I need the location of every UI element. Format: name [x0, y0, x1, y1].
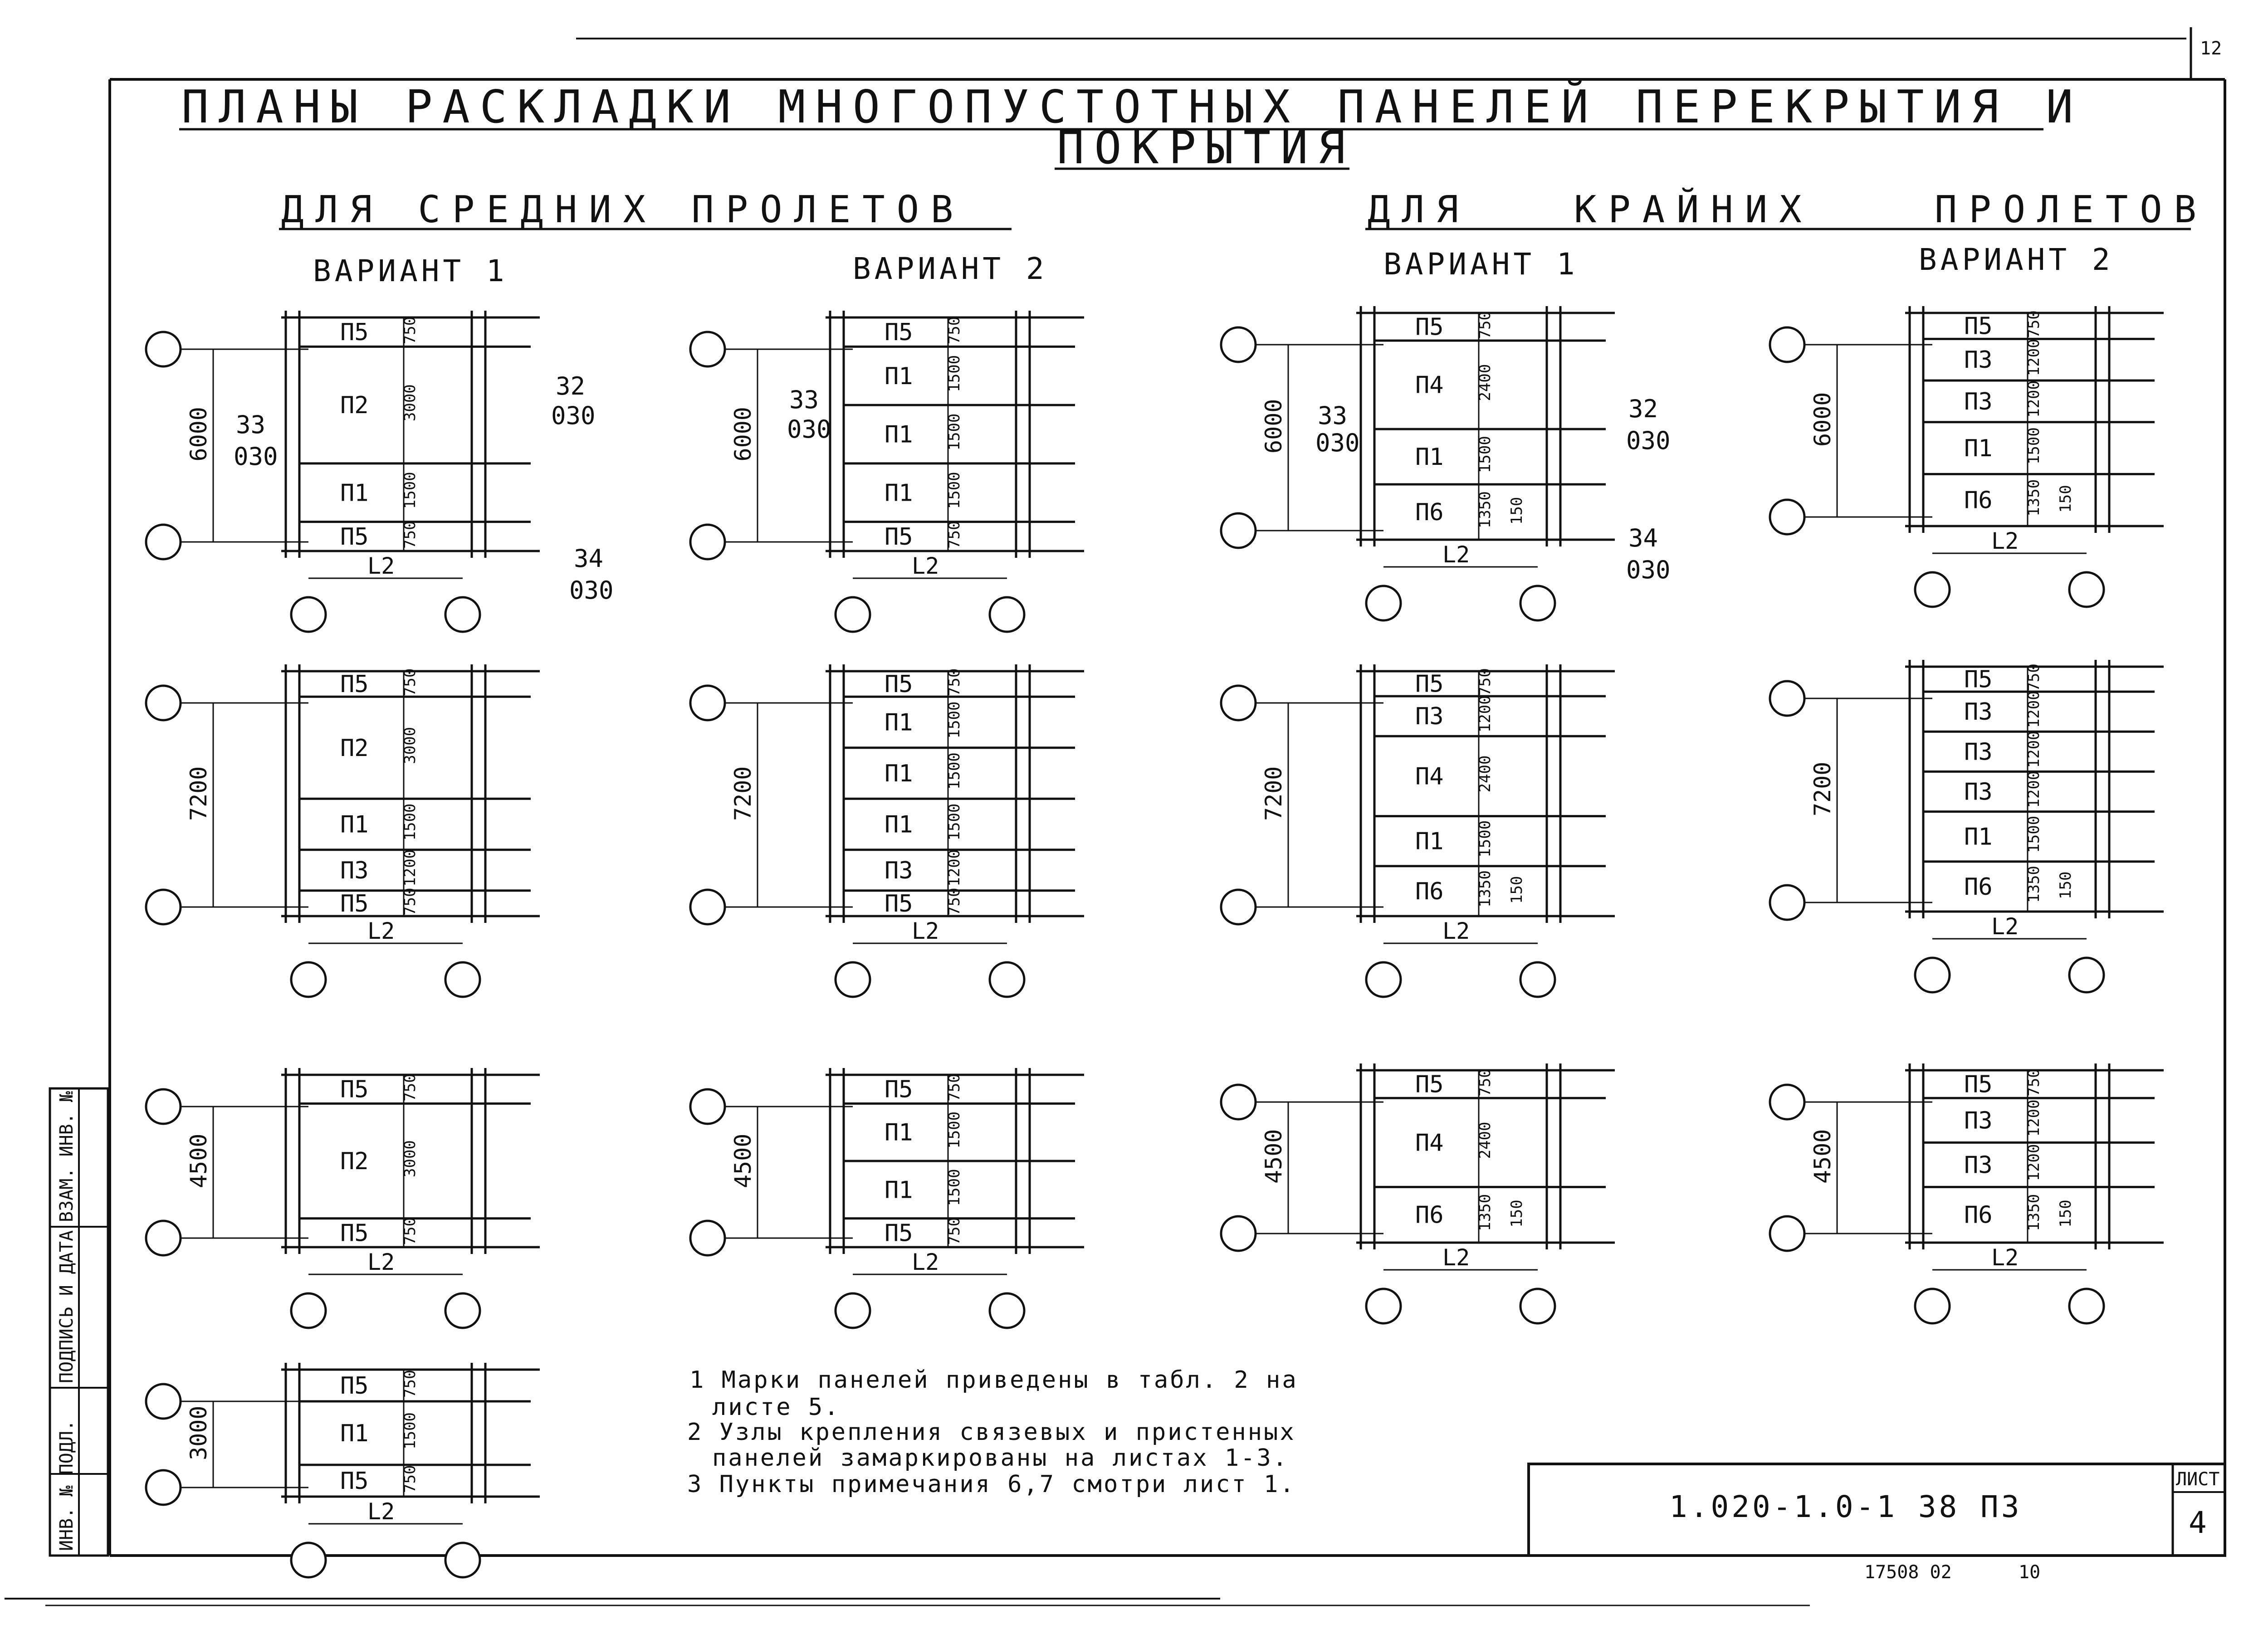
panel-mark: П2: [340, 734, 369, 762]
panel-size: 1350: [1476, 870, 1494, 907]
panel-size: 1500: [401, 1412, 419, 1449]
span-l2-label: L2: [367, 918, 395, 944]
axis-marker: [990, 962, 1024, 997]
panel-mark: П6: [1415, 1201, 1444, 1229]
panel-mark: П1: [885, 709, 913, 737]
span-l2-label: L2: [367, 1498, 395, 1525]
panel-size: 750: [401, 1370, 419, 1398]
node-34-a: 34: [574, 544, 604, 573]
note-line-1: 1 Марки панелей приведены в табл. 2 на: [689, 1366, 1298, 1394]
panel-mark: П6: [1964, 873, 1993, 901]
panel-size: 750: [401, 1073, 419, 1102]
axis-marker: [291, 962, 326, 997]
axis-marker: [1770, 327, 1804, 362]
axis-marker: [146, 332, 181, 366]
axis-marker: [2069, 958, 2104, 992]
panel-mark: П1: [1964, 823, 1993, 851]
axis-marker: [1770, 1085, 1804, 1119]
axis-marker: [146, 686, 181, 720]
plan-m2-7200: [690, 664, 1084, 997]
document-code: 1.020-1.0-1 38 ПЗ: [1669, 1489, 2022, 1524]
node-32-a-ref: 030: [551, 401, 596, 430]
panel-mark: П5: [340, 319, 369, 346]
panel-extra-size: 150: [1508, 497, 1526, 525]
panel-size: 1500: [945, 355, 963, 392]
axis-marker: [2069, 1289, 2104, 1323]
panel-size: 750: [1476, 1068, 1494, 1097]
panel-mark: П5: [340, 890, 369, 917]
plan-e2-7200: [1770, 660, 2164, 992]
axis-marker: [1520, 586, 1555, 620]
panel-size: 1500: [945, 752, 963, 790]
panel-mark: П5: [1415, 670, 1444, 698]
panel-size: 750: [401, 1217, 419, 1245]
plan-m1-6000: [146, 311, 540, 632]
span-l2-label: L2: [912, 1249, 939, 1275]
panel-mark: П5: [885, 890, 913, 917]
panel-size: 2400: [1476, 364, 1494, 401]
plan-m2-6000: [690, 311, 1084, 632]
panel-mark: П5: [885, 1076, 913, 1103]
axis-marker: [1520, 1289, 1555, 1323]
panel-size: 1500: [1476, 436, 1494, 473]
end-spans-heading-3: ПРОЛЕТОВ: [1935, 188, 2208, 231]
panel-mark: П3: [1964, 738, 1993, 766]
panel-size: 750: [2025, 1068, 2043, 1097]
axis-marker: [445, 597, 480, 632]
plan-e1-6000: [1221, 306, 1615, 620]
span-l2-label: L2: [1442, 1244, 1470, 1271]
panel-mark: П3: [1964, 346, 1993, 374]
axis-marker: [291, 597, 326, 632]
panel-extra-size: 150: [2057, 871, 2075, 899]
axis-marker: [1915, 1289, 1950, 1323]
panel-mark: П2: [340, 1148, 369, 1175]
axis-marker: [1770, 681, 1804, 716]
panel-size: 1500: [945, 803, 963, 841]
panel-mark: П5: [1964, 666, 1993, 693]
span-dimension: 4500: [1809, 1129, 1836, 1184]
node-34-a-ref: 030: [569, 576, 614, 605]
end-variant-2: ВАРИАНТ 2: [1919, 242, 2114, 277]
span-l2-label: L2: [1991, 528, 2019, 554]
panel-mark: П3: [1964, 388, 1993, 415]
span-l2-label: L2: [367, 1249, 395, 1275]
panel-size: 750: [401, 316, 419, 345]
panel-size: 1200: [2025, 339, 2043, 376]
panel-size: 1200: [945, 849, 963, 887]
axis-marker: [291, 1293, 326, 1328]
panel-size: 750: [945, 1073, 963, 1102]
panel-size: 1500: [1476, 820, 1494, 858]
panel-mark: П1: [1964, 435, 1993, 463]
stamp-inv-no: ИНВ. № ПОДЛ.: [56, 1420, 77, 1551]
panel-mark: П4: [1415, 1129, 1444, 1157]
plan-e1-4500: [1221, 1063, 1615, 1323]
panel-mark: П5: [1415, 1071, 1444, 1098]
sheet-label: ЛИСТ: [2176, 1469, 2220, 1490]
panel-size: 1350: [2025, 866, 2043, 903]
node-33-b: 33: [789, 385, 819, 414]
axis-marker: [2069, 572, 2104, 607]
panel-size: 1500: [2025, 815, 2043, 853]
panel-mark: П5: [340, 1468, 369, 1495]
axis-marker: [146, 1089, 181, 1124]
panel-size: 750: [401, 888, 419, 916]
panel-mark: П5: [340, 1372, 369, 1400]
span-l2-label: L2: [1442, 541, 1470, 568]
panel-size: 3000: [401, 727, 419, 764]
middle-variant-1: ВАРИАНТ 1: [313, 254, 508, 288]
note-line-3: 2 Узлы крепления связевых и пристенных: [687, 1419, 1296, 1446]
panel-size: 750: [401, 521, 419, 549]
plan-m1-3000: [146, 1363, 540, 1577]
panel-mark: П3: [1964, 1107, 1993, 1135]
span-dimension: 6000: [1809, 392, 1836, 447]
panel-size: 750: [945, 668, 963, 697]
panel-size: 1500: [945, 1111, 963, 1149]
panel-mark: П1: [340, 1420, 369, 1447]
axis-marker: [690, 1089, 725, 1124]
node-34-c: 34: [1628, 524, 1658, 552]
panel-mark: П3: [1964, 778, 1993, 806]
axis-marker: [690, 332, 725, 366]
title-line2: ПОКРЫТИЯ: [1057, 121, 1355, 174]
panel-mark: П1: [885, 479, 913, 507]
panel-mark: П1: [885, 421, 913, 449]
node-33-a: 33: [236, 410, 266, 439]
node-33-a-ref: 030: [234, 442, 278, 471]
panel-mark: П3: [1964, 1151, 1993, 1179]
panel-mark: П2: [340, 392, 369, 419]
panel-mark: П5: [1415, 313, 1444, 341]
panel-mark: П3: [1964, 698, 1993, 726]
panel-mark: П5: [1964, 312, 1993, 340]
span-l2-label: L2: [1991, 913, 2019, 940]
panel-mark: П1: [340, 811, 369, 839]
span-dimension: 7200: [186, 766, 212, 821]
plan-m1-4500: [146, 1068, 540, 1328]
axis-marker: [990, 597, 1024, 632]
axis-marker: [1770, 1216, 1804, 1251]
axis-marker: [836, 962, 870, 997]
panel-size: 1200: [2025, 380, 2043, 418]
panel-mark: П1: [885, 1176, 913, 1204]
node-32-c-ref: 030: [1626, 426, 1671, 455]
axis-marker: [146, 1384, 181, 1419]
axis-marker: [445, 1293, 480, 1328]
axis-marker: [445, 1543, 480, 1577]
end-spans-heading-2: КРАЙНИХ: [1574, 188, 1813, 231]
plan-m1-7200: [146, 664, 540, 997]
panel-extra-size: 150: [2057, 485, 2075, 513]
panel-mark: П6: [1964, 487, 1993, 514]
panel-mark: П5: [1964, 1071, 1993, 1098]
notes: [687, 1366, 1298, 1498]
axis-marker: [146, 1470, 181, 1505]
axis-marker: [836, 1293, 870, 1328]
span-dimension: 6000: [186, 407, 212, 462]
panel-extra-size: 150: [1508, 876, 1526, 904]
panel-extra-size: 150: [2057, 1200, 2075, 1228]
plan-e1-7200: [1221, 664, 1615, 997]
axis-marker: [1520, 962, 1555, 997]
span-l2-label: L2: [1442, 918, 1470, 944]
span-dimension: 7200: [730, 766, 756, 821]
axis-marker: [1221, 686, 1256, 720]
panel-size: 750: [945, 316, 963, 345]
middle-spans-heading: ДЛЯ СРЕДНИХ ПРОЛЕТОВ: [281, 188, 965, 231]
panel-size: 1200: [1476, 695, 1494, 733]
middle-variant-2: ВАРИАНТ 2: [853, 251, 1048, 286]
node-33-c-ref: 030: [1315, 429, 1360, 457]
end-variant-1: ВАРИАНТ 1: [1383, 247, 1579, 282]
span-l2-label: L2: [367, 553, 395, 579]
panel-size: 1200: [2025, 731, 2043, 768]
panel-mark: П3: [885, 857, 913, 884]
panel-size: 1500: [401, 803, 419, 841]
panel-mark: П1: [885, 1119, 913, 1146]
panel-mark: П5: [885, 523, 913, 551]
panel-size: 1500: [945, 472, 963, 509]
axis-marker: [291, 1543, 326, 1577]
span-dimension: 4500: [730, 1133, 756, 1188]
plan-e2-6000: [1770, 306, 2164, 607]
plan-e2-4500: [1770, 1063, 2164, 1323]
panel-size: 1350: [1476, 1194, 1494, 1231]
axis-marker: [1221, 1085, 1256, 1119]
panel-size: 1350: [1476, 491, 1494, 529]
panel-mark: П1: [1415, 828, 1444, 855]
span-dimension: 4500: [186, 1133, 212, 1188]
panel-size: 750: [401, 668, 419, 697]
panel-size: 1500: [401, 472, 419, 509]
panel-mark: П5: [885, 319, 913, 346]
panel-size: 1200: [2025, 1099, 2043, 1137]
panel-mark: П6: [1415, 499, 1444, 527]
node-33-c: 33: [1318, 401, 1348, 430]
axis-marker: [1221, 327, 1256, 362]
axis-marker: [146, 525, 181, 559]
panel-size: 1500: [945, 413, 963, 451]
panel-mark: П1: [1415, 444, 1444, 471]
panel-size: 750: [945, 888, 963, 916]
axis-marker: [1770, 500, 1804, 534]
span-dimension: 7200: [1809, 761, 1836, 816]
span-l2-label: L2: [912, 553, 939, 579]
panel-size: 1200: [401, 849, 419, 887]
panel-mark: П4: [1415, 371, 1444, 399]
axis-marker: [1221, 513, 1256, 548]
span-l2-label: L2: [1991, 1244, 2019, 1271]
span-dimension: 6000: [730, 407, 756, 462]
panel-size: 3000: [401, 1140, 419, 1177]
panel-size: 1500: [2025, 427, 2043, 465]
span-l2-label: L2: [912, 918, 939, 944]
axis-marker: [690, 686, 725, 720]
axis-marker: [990, 1293, 1024, 1328]
note-line-5: 3 Пункты примечания 6,7 смотри лист 1.: [687, 1471, 1296, 1498]
axis-marker: [690, 1221, 725, 1255]
node-33-b-ref: 030: [787, 415, 831, 444]
span-dimension: 3000: [186, 1405, 212, 1460]
axis-marker: [146, 1221, 181, 1255]
axis-marker: [1366, 586, 1401, 620]
panel-size: 1500: [945, 1169, 963, 1206]
panel-mark: П1: [885, 811, 913, 839]
panel-mark: П5: [340, 523, 369, 551]
panel-mark: П5: [885, 671, 913, 698]
axis-marker: [1915, 958, 1950, 992]
panel-mark: П1: [885, 760, 913, 787]
panel-size: 2400: [1476, 1122, 1494, 1159]
end-spans-heading-1: ДЛЯ: [1368, 188, 1471, 231]
axis-marker: [1366, 1289, 1401, 1323]
panel-mark: П1: [340, 479, 369, 507]
panel-mark: П3: [1415, 703, 1444, 731]
panel-mark: П1: [885, 362, 913, 390]
axis-marker: [146, 890, 181, 924]
axis-marker: [1221, 1216, 1256, 1251]
panel-mark: П5: [885, 1219, 913, 1247]
note-line-2: листе 5.: [712, 1394, 841, 1421]
panel-size: 750: [945, 521, 963, 549]
panel-mark: П5: [340, 1219, 369, 1247]
panel-size: 750: [2025, 663, 2043, 692]
panel-mark: П5: [340, 671, 369, 698]
axis-marker: [690, 890, 725, 924]
panel-size: 1200: [2025, 691, 2043, 728]
panel-size: 1350: [2025, 1194, 2043, 1231]
panel-extra-size: 150: [1508, 1200, 1526, 1228]
span-dimension: 4500: [1261, 1129, 1287, 1184]
archive-number: 17508 02: [1864, 1562, 1952, 1583]
node-34-c-ref: 030: [1626, 556, 1671, 584]
panel-mark: П6: [1415, 878, 1444, 905]
axis-marker: [836, 597, 870, 632]
node-32-a: 32: [556, 372, 586, 400]
panel-size: 1500: [945, 701, 963, 739]
panel-size: 750: [401, 1465, 419, 1493]
note-line-4: панелей замаркированы на листах 1-3.: [712, 1444, 1289, 1472]
panel-size: 750: [2025, 310, 2043, 338]
panel-size: 750: [1476, 311, 1494, 339]
panel-size: 2400: [1476, 755, 1494, 793]
axis-marker: [445, 962, 480, 997]
sheet-value: 4: [2189, 1505, 2209, 1540]
axis-marker: [1770, 885, 1804, 920]
panel-mark: П5: [340, 1076, 369, 1103]
axis-marker: [1915, 572, 1950, 607]
span-dimension: 6000: [1261, 399, 1287, 454]
panel-size: 750: [1476, 668, 1494, 696]
sheet-number: 12: [2200, 38, 2222, 59]
panel-mark: П4: [1415, 763, 1444, 790]
axis-marker: [690, 525, 725, 559]
panel-size: 750: [945, 1217, 963, 1245]
title-line1: ПЛАНЫ РАСКЛАДКИ МНОГОПУСТОТНЫХ ПАНЕЛЕЙ ПЕРЕКРЫТИЯ И: [181, 80, 2083, 133]
panel-size: 3000: [401, 384, 419, 422]
panel-size: 1200: [2025, 771, 2043, 808]
stamp-signature-date: ПОДПИСЬ И ДАТА: [56, 1230, 77, 1383]
axis-marker: [1221, 890, 1256, 924]
panel-mark: П3: [340, 857, 369, 884]
plan-m2-4500: [690, 1068, 1084, 1328]
span-dimension: 7200: [1261, 766, 1287, 821]
axis-marker: [1366, 962, 1401, 997]
archive-page: 10: [2019, 1562, 2041, 1583]
panel-size: 1350: [2025, 479, 2043, 517]
panel-size: 1200: [2025, 1144, 2043, 1181]
panel-mark: П6: [1964, 1201, 1993, 1229]
node-32-c: 32: [1628, 395, 1658, 423]
stamp-replaced-inv: ВЗАМ. ИНВ. №: [56, 1091, 77, 1222]
